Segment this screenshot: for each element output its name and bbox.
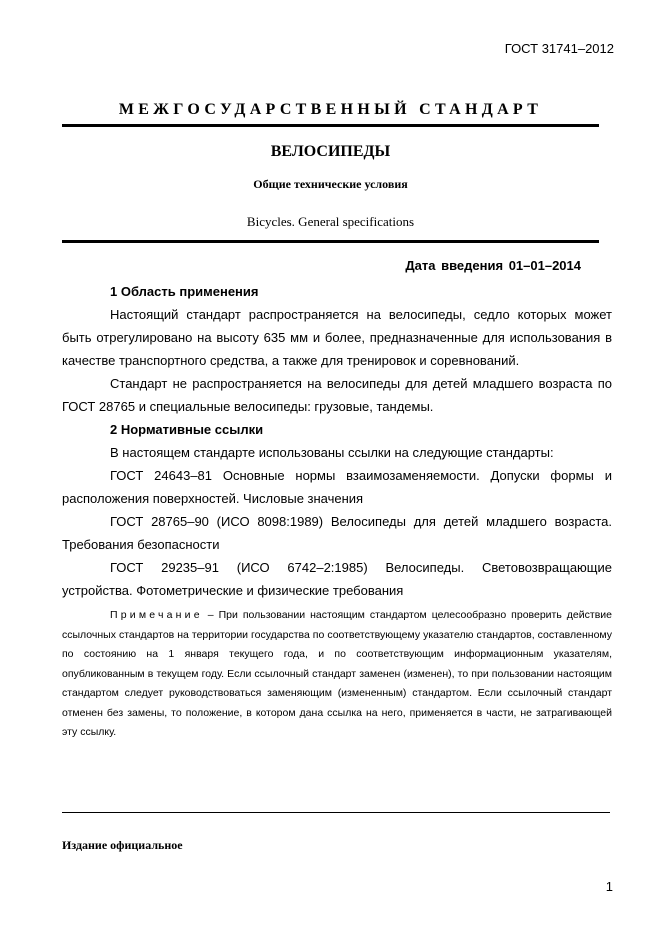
edition-label: Издание официальное [62,838,183,852]
introduction-date-value: 01–01–2014 [508,258,581,273]
note-label: Примечание [110,609,203,621]
document-title: ВЕЛОСИПЕДЫ [270,143,391,160]
introduction-date-label: Дата введения [405,258,504,273]
document-subtitle: Общие технические условия [253,177,408,191]
section-2-heading: 2 Нормативные ссылки [110,422,264,437]
standard-type-heading: МЕЖГОСУДАРСТВЕННЫЙ СТАНДАРТ [118,101,543,118]
reference-item: ГОСТ 28765–90 (ИСО 8098:1989) Велосипеды для детей младшего возраста. Требования безопасности [62,514,612,552]
title-bottom-rule [62,240,599,243]
section-2-intro: В настоящем стандарте использованы ссылки на следующие стандарты: [110,445,554,460]
section-1-heading: 1 Область применения [110,284,259,299]
english-title: Bicycles. General specifications [246,214,415,229]
footer-rule [62,812,610,813]
reference-item: ГОСТ 29235–91 (ИСО 6742–2:1985) Велосипеды. Световозвращающие устройства. Фотометрические и физические требования [62,560,612,598]
page-number: 1 [605,879,613,894]
note-paragraph [62,606,612,743]
reference-item: ГОСТ 24643–81 Основные нормы взаимозаменяемости. Допуски формы и расположения поверхностей. Числовые значения [62,468,612,506]
standard-code: ГОСТ 31741–2012 [504,41,614,56]
document-body [62,280,612,743]
introduction-date [405,258,581,273]
section-1-paragraph-1: Настоящий стандарт распространяется на велосипеды, седло которых может быть отрегулировано на высоту 635 мм и более, предназначенные для использования в качестве транспортного средства, а также для тренировок и соревнований. [62,307,612,368]
note-text: – При пользовании настоящим стандартом целесообразно проверить действие ссылочных стандартов на территории государства по соответствующему указателю стандартов, составленному по состоянию на 1 января текущего года, и по соответствующим информационным указателям, опубликованным в текущем году. Если ссылочный стандарт заменен (изменен), то при пользовании настоящим стандартом следует руководствоваться заменяющим (измененным) стандартом. Если ссылочный стандарт отменен без замены, то положение, в котором дана ссылка на него, применяется в части, не затрагивающей эту ссылку. [62,609,612,738]
top-rule [62,124,599,127]
section-1-paragraph-2: Стандарт не распространяется на велосипеды для детей младшего возраста по ГОСТ 28765 и специальные велосипеды: грузовые, тандемы. [62,376,612,414]
